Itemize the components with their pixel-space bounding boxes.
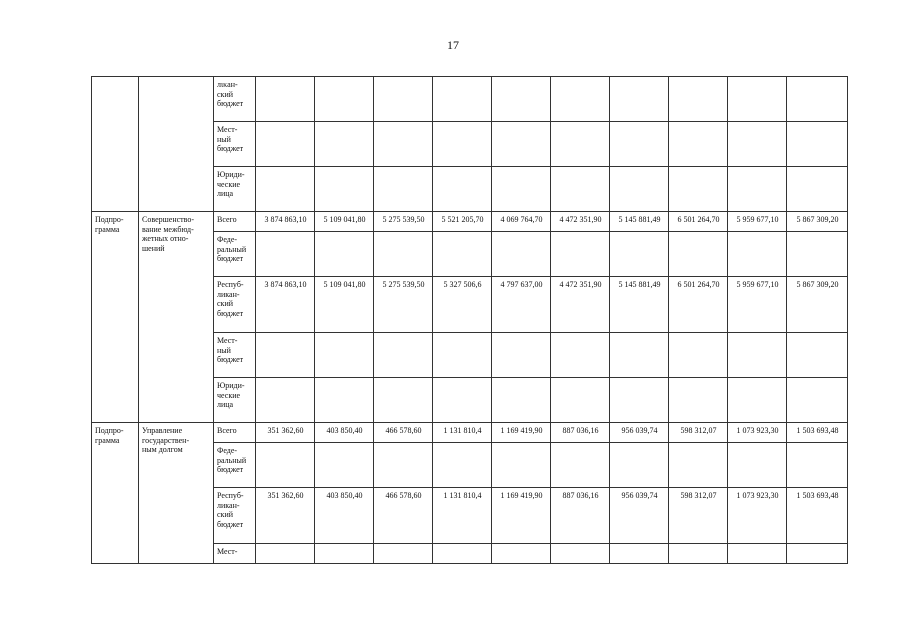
- amount-cell: [787, 167, 848, 212]
- amount-cell: 956 039,74: [610, 423, 669, 443]
- amount-cell: [433, 167, 492, 212]
- amount-cell: [669, 77, 728, 122]
- amount-cell: 1 169 419,90: [492, 423, 551, 443]
- amount-cell: 5 275 539,50: [374, 277, 433, 333]
- amount-cell: 1 131 810,4: [433, 488, 492, 544]
- amount-cell: [374, 122, 433, 167]
- subprogram-name-cell: [139, 77, 214, 212]
- amount-cell: [315, 544, 374, 564]
- amount-cell: [728, 232, 787, 277]
- amount-cell: 1 073 923,30: [728, 423, 787, 443]
- amount-cell: 5 867 309,20: [787, 212, 848, 232]
- amount-cell: [256, 443, 315, 488]
- table-body: [92, 77, 848, 564]
- amount-cell: [551, 544, 610, 564]
- amount-cell: [374, 167, 433, 212]
- amount-cell: 466 578,60: [374, 423, 433, 443]
- amount-cell: 5 275 539,50: [374, 212, 433, 232]
- funding-source-label: Мест- ный бюджет: [214, 122, 256, 167]
- amount-cell: 5 145 881,49: [610, 277, 669, 333]
- amount-cell: [787, 544, 848, 564]
- amount-cell: [374, 333, 433, 378]
- amount-cell: 5 959 677,10: [728, 277, 787, 333]
- amount-cell: [315, 232, 374, 277]
- amount-cell: [374, 232, 433, 277]
- amount-cell: [256, 167, 315, 212]
- amount-cell: [433, 443, 492, 488]
- amount-cell: 466 578,60: [374, 488, 433, 544]
- amount-cell: 598 312,07: [669, 423, 728, 443]
- amount-cell: 887 036,16: [551, 423, 610, 443]
- amount-cell: [551, 167, 610, 212]
- amount-cell: [433, 232, 492, 277]
- funding-source-label: Мест- ный бюджет: [214, 333, 256, 378]
- amount-cell: 5 109 041,80: [315, 212, 374, 232]
- amount-cell: [315, 77, 374, 122]
- amount-cell: [256, 378, 315, 423]
- amount-cell: [433, 333, 492, 378]
- amount-cell: [610, 122, 669, 167]
- amount-cell: 4 797 637,00: [492, 277, 551, 333]
- amount-cell: [256, 77, 315, 122]
- subprogram-name-cell: Совершенство- вание межбюд- жетных отно- шений: [139, 212, 214, 423]
- amount-cell: [551, 77, 610, 122]
- subprogram-type-cell: Подпро- грамма: [92, 212, 139, 423]
- amount-cell: [728, 378, 787, 423]
- amount-cell: 4 472 351,90: [551, 212, 610, 232]
- amount-cell: [728, 333, 787, 378]
- amount-cell: [315, 378, 374, 423]
- amount-cell: 6 501 264,70: [669, 277, 728, 333]
- subprogram-type-cell: [92, 77, 139, 212]
- amount-cell: [256, 333, 315, 378]
- amount-cell: [492, 77, 551, 122]
- amount-cell: [787, 378, 848, 423]
- amount-cell: [315, 333, 374, 378]
- amount-cell: [728, 544, 787, 564]
- amount-cell: 5 959 677,10: [728, 212, 787, 232]
- funding-source-label: Феде- ральный бюджет: [214, 443, 256, 488]
- amount-cell: [315, 443, 374, 488]
- amount-cell: [492, 544, 551, 564]
- amount-cell: [492, 378, 551, 423]
- table-row: [92, 77, 848, 122]
- amount-cell: [551, 232, 610, 277]
- amount-cell: [787, 122, 848, 167]
- amount-cell: [787, 443, 848, 488]
- funding-source-label: Всего: [214, 212, 256, 232]
- funding-source-label: Респуб- ликан- ский бюджет: [214, 488, 256, 544]
- amount-cell: [256, 232, 315, 277]
- funding-source-label: Респуб- ликан- ский бюджет: [214, 277, 256, 333]
- amount-cell: 3 874 863,10: [256, 212, 315, 232]
- amount-cell: [433, 378, 492, 423]
- amount-cell: [787, 232, 848, 277]
- table-row: [92, 423, 848, 443]
- amount-cell: [787, 77, 848, 122]
- amount-cell: 5 109 041,80: [315, 277, 374, 333]
- amount-cell: [433, 122, 492, 167]
- amount-cell: 5 867 309,20: [787, 277, 848, 333]
- amount-cell: [610, 232, 669, 277]
- amount-cell: 1 073 923,30: [728, 488, 787, 544]
- amount-cell: 351 362,60: [256, 423, 315, 443]
- amount-cell: [433, 77, 492, 122]
- funding-source-label: Юриди- ческие лица: [214, 378, 256, 423]
- subprogram-name-cell: Управление государствен- ным долгом: [139, 423, 214, 564]
- subprogram-type-cell: Подпро- грамма: [92, 423, 139, 564]
- amount-cell: [256, 122, 315, 167]
- amount-cell: 5 521 205,70: [433, 212, 492, 232]
- amount-cell: 4 069 764,70: [492, 212, 551, 232]
- funding-source-label: лικан- ский бюджет: [214, 77, 256, 122]
- amount-cell: 5 327 506,6: [433, 277, 492, 333]
- table-row: [92, 212, 848, 232]
- amount-cell: [787, 333, 848, 378]
- amount-cell: [669, 167, 728, 212]
- funding-source-label: Феде- ральный бюджет: [214, 232, 256, 277]
- amount-cell: [728, 167, 787, 212]
- amount-cell: [669, 122, 728, 167]
- amount-cell: [492, 333, 551, 378]
- amount-cell: 3 874 863,10: [256, 277, 315, 333]
- amount-cell: [551, 122, 610, 167]
- amount-cell: [610, 333, 669, 378]
- amount-cell: [610, 443, 669, 488]
- amount-cell: 887 036,16: [551, 488, 610, 544]
- budget-table: [91, 76, 848, 564]
- funding-source-label: Мест-: [214, 544, 256, 564]
- amount-cell: 403 850,40: [315, 488, 374, 544]
- amount-cell: [374, 378, 433, 423]
- amount-cell: 5 145 881,49: [610, 212, 669, 232]
- amount-cell: 1 131 810,4: [433, 423, 492, 443]
- funding-source-label: Всего: [214, 423, 256, 443]
- amount-cell: [669, 544, 728, 564]
- amount-cell: 956 039,74: [610, 488, 669, 544]
- amount-cell: [669, 232, 728, 277]
- amount-cell: [669, 333, 728, 378]
- amount-cell: [551, 378, 610, 423]
- amount-cell: 351 362,60: [256, 488, 315, 544]
- amount-cell: [551, 443, 610, 488]
- amount-cell: [374, 77, 433, 122]
- amount-cell: [374, 443, 433, 488]
- amount-cell: [728, 122, 787, 167]
- amount-cell: [492, 167, 551, 212]
- amount-cell: [728, 77, 787, 122]
- amount-cell: [492, 122, 551, 167]
- amount-cell: 4 472 351,90: [551, 277, 610, 333]
- amount-cell: [492, 232, 551, 277]
- amount-cell: 403 850,40: [315, 423, 374, 443]
- amount-cell: [315, 167, 374, 212]
- amount-cell: 598 312,07: [669, 488, 728, 544]
- amount-cell: [610, 77, 669, 122]
- page-number: 17: [447, 38, 459, 52]
- amount-cell: [551, 333, 610, 378]
- amount-cell: [315, 122, 374, 167]
- amount-cell: [374, 544, 433, 564]
- amount-cell: 1 503 693,48: [787, 423, 848, 443]
- amount-cell: [610, 378, 669, 423]
- amount-cell: [492, 443, 551, 488]
- amount-cell: 1 503 693,48: [787, 488, 848, 544]
- funding-source-label: Юриди- ческие лица: [214, 167, 256, 212]
- amount-cell: 6 501 264,70: [669, 212, 728, 232]
- amount-cell: [610, 544, 669, 564]
- amount-cell: [433, 544, 492, 564]
- amount-cell: [728, 443, 787, 488]
- amount-cell: [669, 378, 728, 423]
- amount-cell: [669, 443, 728, 488]
- amount-cell: [610, 167, 669, 212]
- amount-cell: [256, 544, 315, 564]
- amount-cell: 1 169 419,90: [492, 488, 551, 544]
